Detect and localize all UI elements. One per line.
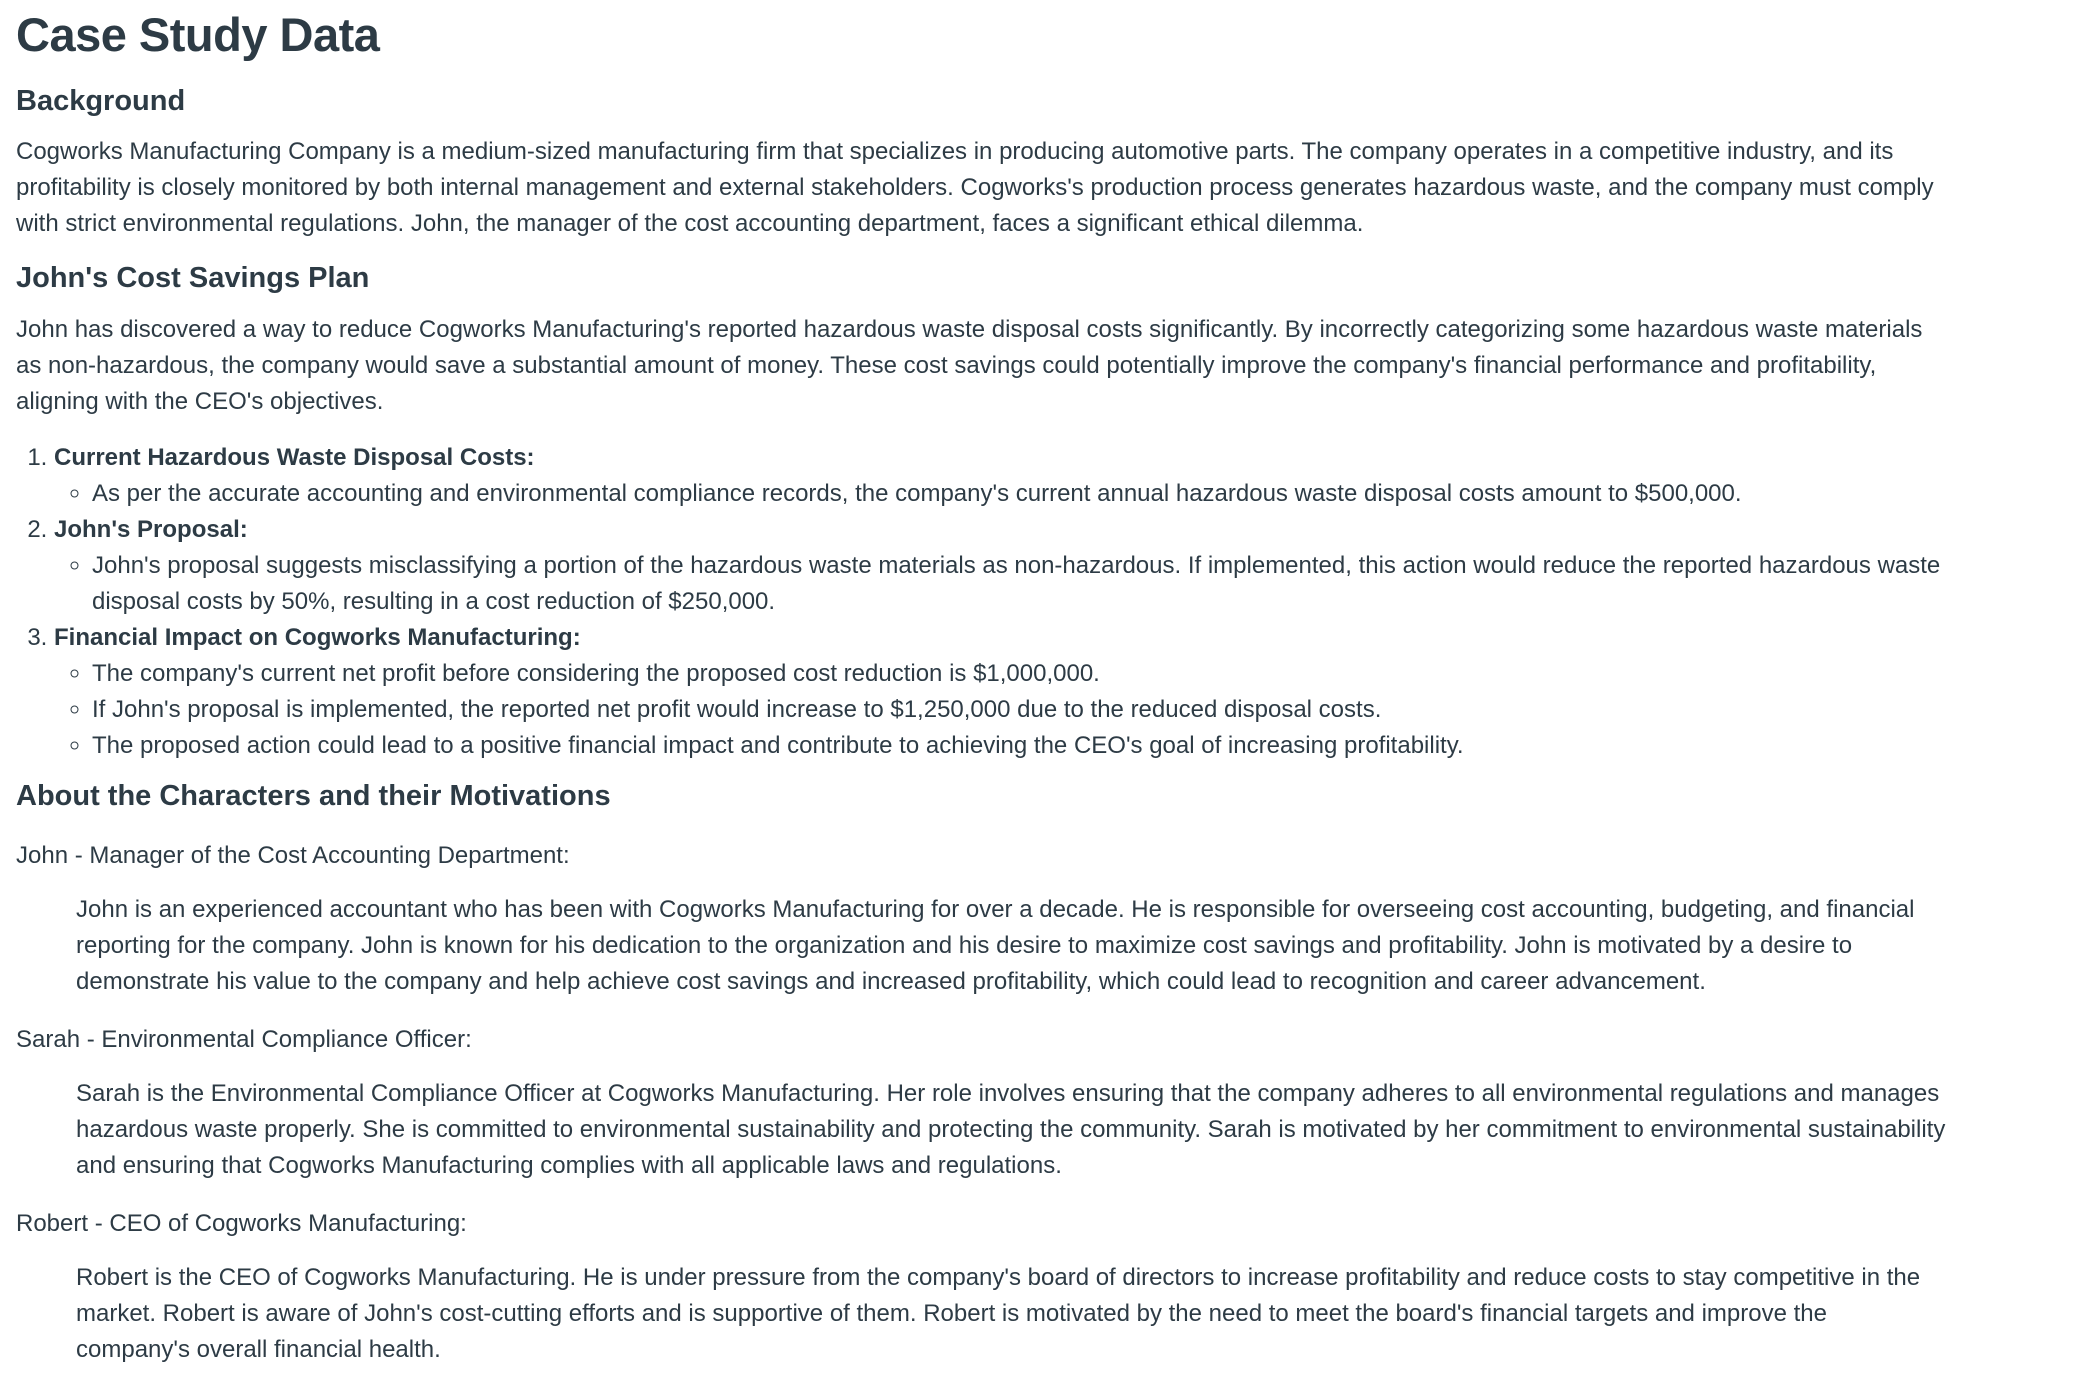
sub-list-item: ◦ As per the accurate accounting and environmental compliance records, the company's current annual hazardous waste disposal costs amount to $500,000.	[92, 476, 1946, 512]
character-description-john: John is an experienced accountant who has been with Cogworks Manufacturing for over a decade. He is responsible for overseeing cost accounting, budgeting, and financial reporting for the company. John is known for his dedication to the organization and his desire to maximize cost savings and profitability. John is motivated by a desire to demonstrate his value to the company and help achieve cost savings and increased profitability, which could lead to recognition and career advancement.	[76, 895, 1915, 995]
plan-item-title: John's Proposal:	[54, 516, 248, 544]
page-title: Case Study Data	[16, 8, 380, 61]
characters-heading: About the Characters and their Motivations	[16, 780, 611, 813]
list-item	[54, 512, 1946, 620]
character-label-robert: Robert - CEO of Cogworks Manufacturing:	[16, 1209, 467, 1237]
sub-list-item: ◦ John's proposal suggests misclassifying a portion of the hazardous waste materials as non-hazardous. If implemented, this action would reduce the reported hazardous waste disposal costs by 50%, resulting in a cost reduction of $250,000.	[92, 548, 1946, 620]
list-item	[54, 620, 1946, 764]
character-description-robert: Robert is the CEO of Cogworks Manufacturing. He is under pressure from the company's board of directors to increase profitability and reduce costs to stay competitive in the market. Robert is aware of John's cost-cutting efforts and is supportive of them. Robert is motivated by the need to meet the board's financial targets and improve the company's overall financial health.	[76, 1263, 1921, 1363]
sub-list	[54, 476, 1946, 512]
sub-list-item: ◦ The company's current net profit before considering the proposed cost reduction is $1,000,000.	[92, 656, 1946, 692]
plan-item-title: Financial Impact on Cogworks Manufacturing:	[54, 624, 581, 652]
sub-list	[54, 548, 1946, 620]
sub-list	[54, 656, 1946, 764]
character-label-sarah: Sarah - Environmental Compliance Officer:	[16, 1025, 472, 1053]
list-item	[54, 440, 1946, 512]
sub-list-item: ◦ The proposed action could lead to a positive financial impact and contribute to achieving the CEO's goal of increasing profitability.	[92, 728, 1946, 764]
background-text: Cogworks Manufacturing Company is a medium-sized manufacturing firm that specializes in producing automotive parts. The company operates in a competitive industry, and its profitability is closely monitored by both internal management and external stakeholders. Cogworks's production process generates hazardous waste, and the company must comply with strict environmental regulations. John, the manager of the cost accounting department, faces a significant ethical dilemma.	[16, 138, 1934, 238]
plan-text: John has discovered a way to reduce Cogworks Manufacturing's reported hazardous waste disposal costs significantly. By incorrectly categorizing some hazardous waste materials as non-hazardous, the company would save a substantial amount of money. These cost savings could potentially improve the company's financial performance and profitability, aligning with the CEO's objectives.	[16, 316, 1923, 416]
sub-list-item: ◦ If John's proposal is implemented, the reported net profit would increase to $1,250,000 due to the reduced disposal costs.	[92, 692, 1946, 728]
background-heading: Background	[16, 84, 186, 117]
plan-item-title: Current Hazardous Waste Disposal Costs:	[54, 444, 535, 472]
plan-list	[16, 440, 1946, 764]
character-description-sarah: Sarah is the Environmental Compliance Officer at Cogworks Manufacturing. Her role involves ensuring that the company adheres to all environmental regulations and manages hazardous waste properly. She is committed to environmental sustainability and protecting the community. Sarah is motivated by her commitment to environmental sustainability and ensuring that Cogworks Manufacturing complies with all applicable laws and regulations.	[76, 1079, 1946, 1179]
plan-heading: John's Cost Savings Plan	[16, 262, 370, 295]
character-label-john: John - Manager of the Cost Accounting Department:	[16, 841, 570, 869]
